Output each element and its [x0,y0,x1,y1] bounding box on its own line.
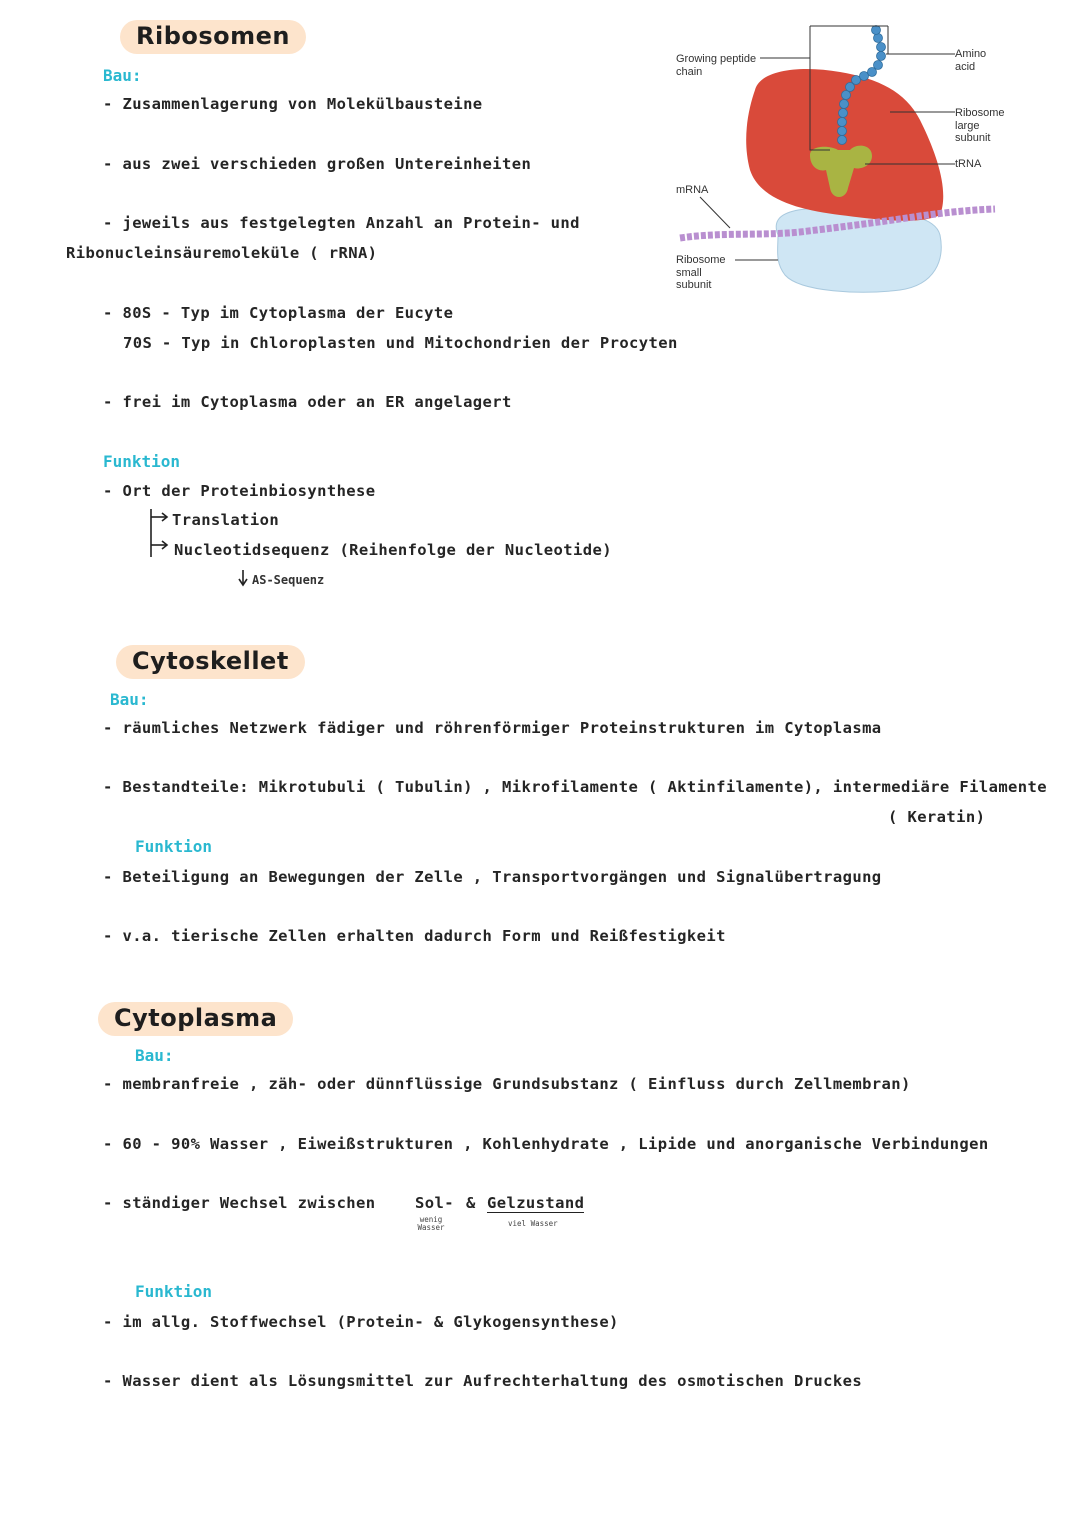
label-amino-acid: Amino acid [955,48,987,73]
cytoskelett-bau-line-1: - räumliches Netzwerk fädiger und röhrenförmiger Proteinstrukturen im Cytoplasma [103,719,882,737]
cytoskelett-funktion-label: Funktion [135,837,213,856]
cytoplasma-gel: Gelzustand [487,1194,585,1212]
ribosomen-bau-line-7: - frei im Cytoplasma oder an ER angelagert [103,393,512,411]
gel-note: viel Wasser [508,1219,558,1228]
cytoplasma-and: & [466,1194,476,1212]
ribosomen-bau-line-2: - aus zwei verschieden großen Untereinheiten [103,155,532,173]
cytoplasma-bau-label: Bau: [135,1046,174,1065]
cytoskelett-bau-line-2: - Bestandteile: Mikrotubuli ( Tubulin) , Mikrofilamente ( Aktinfilamente), intermediäre Filamente [103,778,1047,796]
label-trna: tRNA [955,158,982,170]
ribosomen-bau-label: Bau: [103,66,142,85]
cytoskelett-bau-label: Bau: [110,690,149,709]
cytoplasma-bau-line-1: - membranfreie , zäh- oder dünnflüssige Grundsubstanz ( Einfluss durch Zellmembran) [103,1075,911,1093]
label-ribosome-small-subunit: Ribosome small subunit [676,254,726,291]
cytoplasma-funktion-label: Funktion [135,1282,213,1301]
label-ribosome-large-subunit: Ribosome large subunit [955,107,1005,144]
section-title-ribosomen: Ribosomen [120,20,306,54]
cytoplasma-bau-line-3: - ständiger Wechsel zwischen [103,1194,376,1212]
cytoplasma-bau-line-2: - 60 - 90% Wasser , Eiweißstrukturen , Kohlenhydrate , Lipide und anorganische Verbindungen [103,1135,989,1153]
section-title-cytoskelett: Cytoskellet [116,645,305,679]
ribosomen-funktion-label: Funktion [103,452,181,471]
cytoskelett-funktion-line-2: - v.a. tierische Zellen erhalten dadurch Form und Reißfestigkeit [103,927,726,945]
ribosomen-bau-line-3: - jeweils aus festgelegten Anzahl an Protein- und [103,214,580,232]
ribosomen-bau-line-6: 70S - Typ in Chloroplasten und Mitochondrien der Procyten [123,334,678,352]
cytoskelett-funktion-line-1: - Beteiligung an Bewegungen der Zelle , Transportvorgängen und Signalübertragung [103,868,882,886]
sol-note: wenig Wasser [417,1215,445,1232]
down-arrow-icon [238,569,248,587]
ribosomen-funktion-translation: Translation [172,511,280,529]
ribosomen-bau-line-4: Ribonucleinsäuremoleküle ( rRNA) [66,244,378,262]
label-growing-peptide-chain: Growing peptide chain [676,53,757,78]
cytoplasma-funktion-line-2: - Wasser dient als Lösungsmittel zur Aufrechterhaltung des osmotischen Druckes [103,1372,863,1390]
ribosomen-funktion-line-1: - Ort der Proteinbiosynthese [103,482,376,500]
cytoplasma-funktion-line-1: - im allg. Stoffwechsel (Protein- & Glykogensynthese) [103,1313,619,1331]
label-mrna: mRNA [676,184,709,196]
ribosomen-funktion-nucleotidsequenz: Nucleotidsequenz (Reihenfolge der Nucleotide) [174,541,612,559]
cytoplasma-sol: Sol- [415,1194,454,1212]
ribosomen-funktion-as-sequenz: AS-Sequenz [252,573,325,587]
section-title-cytoplasma: Cytoplasma [98,1002,293,1036]
ribosome-small-subunit [776,208,941,292]
ribosomen-bau-line-5: - 80S - Typ im Cytoplasma der Eucyte [103,304,454,322]
ribosomen-bau-line-1: - Zusammenlagerung von Molekülbausteine [103,95,483,113]
cytoskelett-bau-line-3: ( Keratin) [888,808,986,826]
